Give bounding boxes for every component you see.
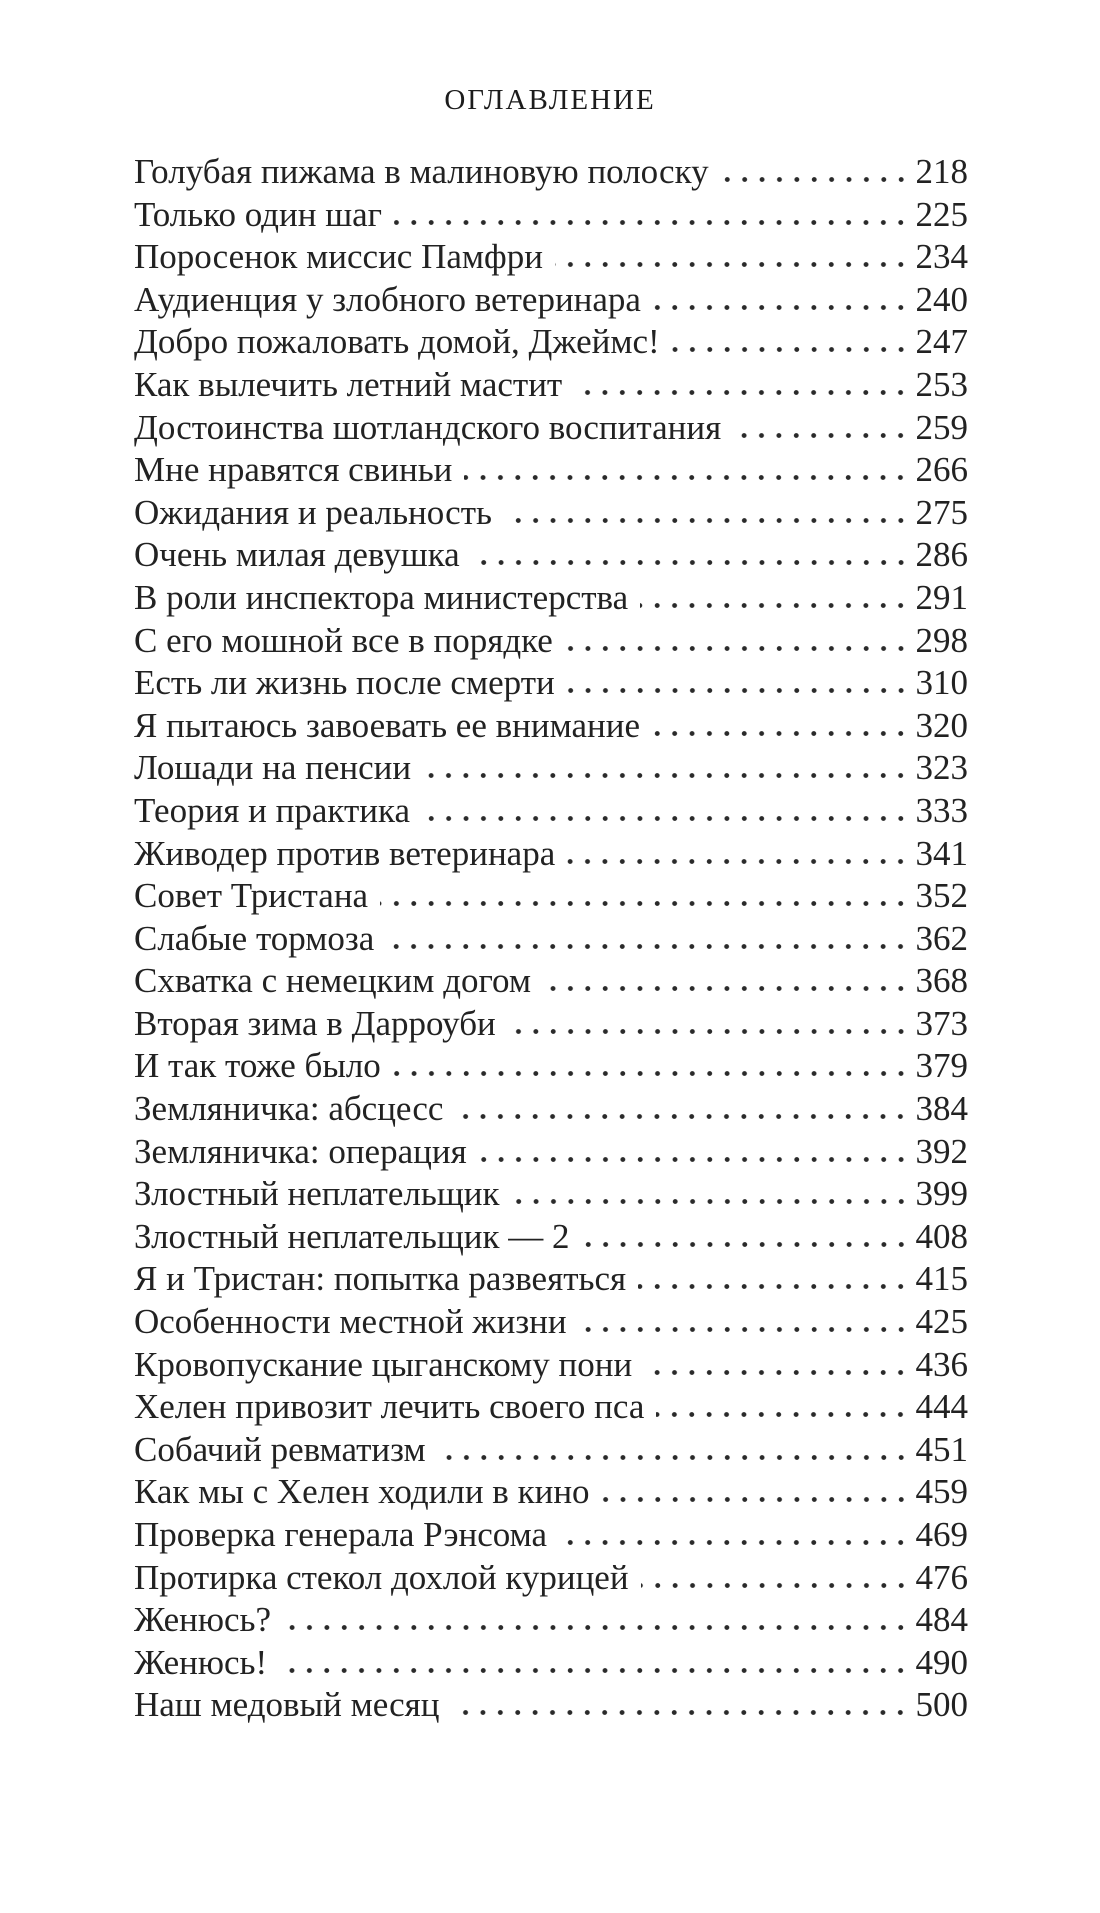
toc-entry [134,1684,968,1727]
toc-entry [134,534,968,577]
dot-leader [464,475,909,480]
chapter-title: Кровопускание цыганскому пони [134,1344,633,1384]
toc-entry [134,1131,968,1174]
chapter-page-number: 275 [915,492,968,532]
dot-leader [455,1114,909,1119]
toc-entry [134,790,968,833]
dot-leader [565,646,910,651]
chapter-title: Лошади на пенсии [134,748,412,788]
toc-entry [134,1599,968,1642]
toc-entry [134,960,968,1003]
dot-leader [386,944,909,949]
chapter-page-number: 286 [915,535,968,575]
dot-leader [653,305,910,310]
chapter-page-number: 373 [915,1003,968,1043]
chapter-title: Протирка стекол дохлой курицей [134,1557,629,1597]
chapter-title: Голубая пижама в малиновую полоску [134,152,709,191]
chapter-title: Совет Тристана [134,876,369,916]
toc-entry [134,1003,968,1046]
dot-leader [574,390,909,395]
chapter-page-number: 415 [915,1259,968,1299]
dot-leader [422,816,910,821]
chapter-title: Только один шаг [134,194,383,234]
dot-leader [543,986,910,991]
dot-leader [479,1157,910,1162]
toc-entry [134,194,968,237]
dot-leader [656,1412,909,1417]
dot-leader [555,262,910,267]
toc-entry [134,1514,968,1557]
dot-leader [579,1327,910,1332]
toc-entry [134,1045,968,1088]
dot-leader [472,560,910,565]
dot-leader [638,1284,909,1289]
toc-entry [134,151,968,194]
toc-entry [134,747,968,790]
toc-entry [134,1173,968,1216]
chapter-title: Особенности местной жизни [134,1302,567,1342]
chapter-page-number: 218 [915,152,968,191]
chapter-title: Ожидания и реальность [134,492,492,532]
chapter-title: Я пытаюсь завоевать ее внимание [134,705,641,745]
chapter-page-number: 240 [915,279,968,319]
dot-leader [380,901,909,906]
chapter-page-number: 352 [915,876,968,916]
dot-leader [644,1370,909,1375]
toc-entry [134,1301,968,1344]
chapter-page-number: 291 [915,577,968,617]
chapter-title: Вторая зима в Дарроуби [134,1003,496,1043]
toc-entry [134,705,968,748]
table-of-contents [134,151,968,1727]
chapter-page-number: 451 [915,1429,968,1469]
chapter-page-number: 320 [915,705,968,745]
chapter-title: Женюсь! [134,1642,268,1682]
toc-entry [134,1642,968,1685]
chapter-title: Мне нравятся свиньи [134,450,453,490]
toc-entry [134,662,968,705]
toc-entry [134,620,968,663]
chapter-title: Собачий ревматизм [134,1429,426,1469]
toc-entry [134,364,968,407]
chapter-title: Как вылечить летний мастит [134,364,563,404]
chapter-title: Добро пожаловать домой, Джеймс! [134,322,660,362]
dot-leader [640,603,909,608]
chapter-title: С его мошной все в порядке [134,620,553,660]
dot-leader [567,859,909,864]
dot-leader [512,1199,910,1204]
dot-leader [279,1668,909,1673]
dot-leader [602,1497,910,1502]
toc-entry [134,1088,968,1131]
chapter-page-number: 362 [915,918,968,958]
page-title: ОГЛАВЛЕНИЕ [444,84,656,116]
dot-leader [567,688,910,693]
dot-leader [283,1625,909,1630]
toc-entry [134,577,968,620]
dot-leader [733,433,909,438]
chapter-title: Теория и практика [134,790,410,830]
chapter-page-number: 247 [915,322,968,362]
chapter-title: Земляничка: абсцесс [134,1089,444,1129]
chapter-page-number: 333 [915,790,968,830]
chapter-page-number: 384 [915,1089,968,1129]
chapter-title: Женюсь? [134,1600,272,1640]
chapter-page-number: 425 [915,1302,968,1342]
toc-entry [134,1216,968,1259]
dot-leader [641,1583,910,1588]
chapter-title: Слабые тормоза [134,918,375,958]
toc-entry [134,492,968,535]
chapter-title: Схватка с немецким догом [134,961,531,1001]
dot-leader [652,731,909,736]
toc-entry [134,449,968,492]
toc-entry [134,236,968,279]
chapter-title: Очень милая девушка [134,535,460,575]
chapter-title: Наш медовый месяц [134,1685,440,1725]
toc-entry [134,1344,968,1387]
chapter-title: Живодер против ветеринара [134,833,556,873]
dot-leader [508,1029,910,1034]
chapter-title: Есть ли жизнь после смерти [134,663,555,703]
chapter-title: И так тоже было [134,1046,381,1086]
chapter-page-number: 341 [915,833,968,873]
chapter-page-number: 392 [915,1131,968,1171]
dot-leader [504,518,910,523]
chapter-page-number: 490 [915,1642,968,1682]
chapter-title: Хелен привозит лечить своего пса [134,1387,645,1427]
dot-leader [394,220,909,225]
toc-entry [134,1471,968,1514]
chapter-page-number: 266 [915,450,968,490]
dot-leader [582,1242,910,1247]
chapter-page-number: 500 [915,1685,968,1725]
chapter-title: Как мы с Хелен ходили в кино [134,1472,590,1512]
chapter-page-number: 444 [915,1387,968,1427]
chapter-page-number: 399 [915,1174,968,1214]
toc-entry [134,875,968,918]
dot-leader [559,1540,909,1545]
chapter-page-number: 476 [915,1557,968,1597]
dot-leader [451,1710,909,1715]
chapter-title: Земляничка: операция [134,1131,467,1171]
chapter-page-number: 436 [915,1344,968,1384]
chapter-page-number: 225 [915,194,968,234]
dot-leader [721,177,910,182]
chapter-page-number: 484 [915,1600,968,1640]
dot-leader [438,1455,910,1460]
toc-entry [134,1258,968,1301]
chapter-page-number: 379 [915,1046,968,1086]
toc-entry [134,833,968,876]
toc-entry [134,279,968,322]
chapter-page-number: 368 [915,961,968,1001]
chapter-title: Злостный неплательщик [134,1174,500,1214]
chapter-title: В роли инспектора министерства [134,577,629,617]
dot-leader [672,347,910,352]
chapter-title: Злостный неплательщик — 2 [134,1216,570,1256]
toc-entry [134,918,968,961]
chapter-page-number: 469 [915,1515,968,1554]
chapter-page-number: 253 [915,364,968,404]
chapter-page-number: 259 [915,407,968,447]
toc-entry [134,1557,968,1600]
dot-leader [393,1071,910,1076]
chapter-title: Я и Тристан: попытка развеяться [134,1259,627,1299]
chapter-title: Проверка генерала Рэнсома [134,1515,548,1554]
toc-entry [134,1386,968,1429]
chapter-page-number: 459 [915,1472,968,1512]
toc-entry [134,407,968,450]
chapter-title: Аудиенция у злобного ветеринара [134,279,641,319]
chapter-title: Достоинства шотландского воспитания [134,407,722,447]
toc-entry [134,321,968,364]
chapter-page-number: 310 [915,663,968,703]
chapter-page-number: 323 [915,748,968,788]
chapter-title: Поросенок миссис Памфри [134,237,543,277]
dot-leader [423,773,909,778]
chapter-page-number: 408 [915,1216,968,1256]
toc-entry [134,1429,968,1472]
chapter-page-number: 298 [915,620,968,660]
chapter-page-number: 234 [915,237,968,277]
